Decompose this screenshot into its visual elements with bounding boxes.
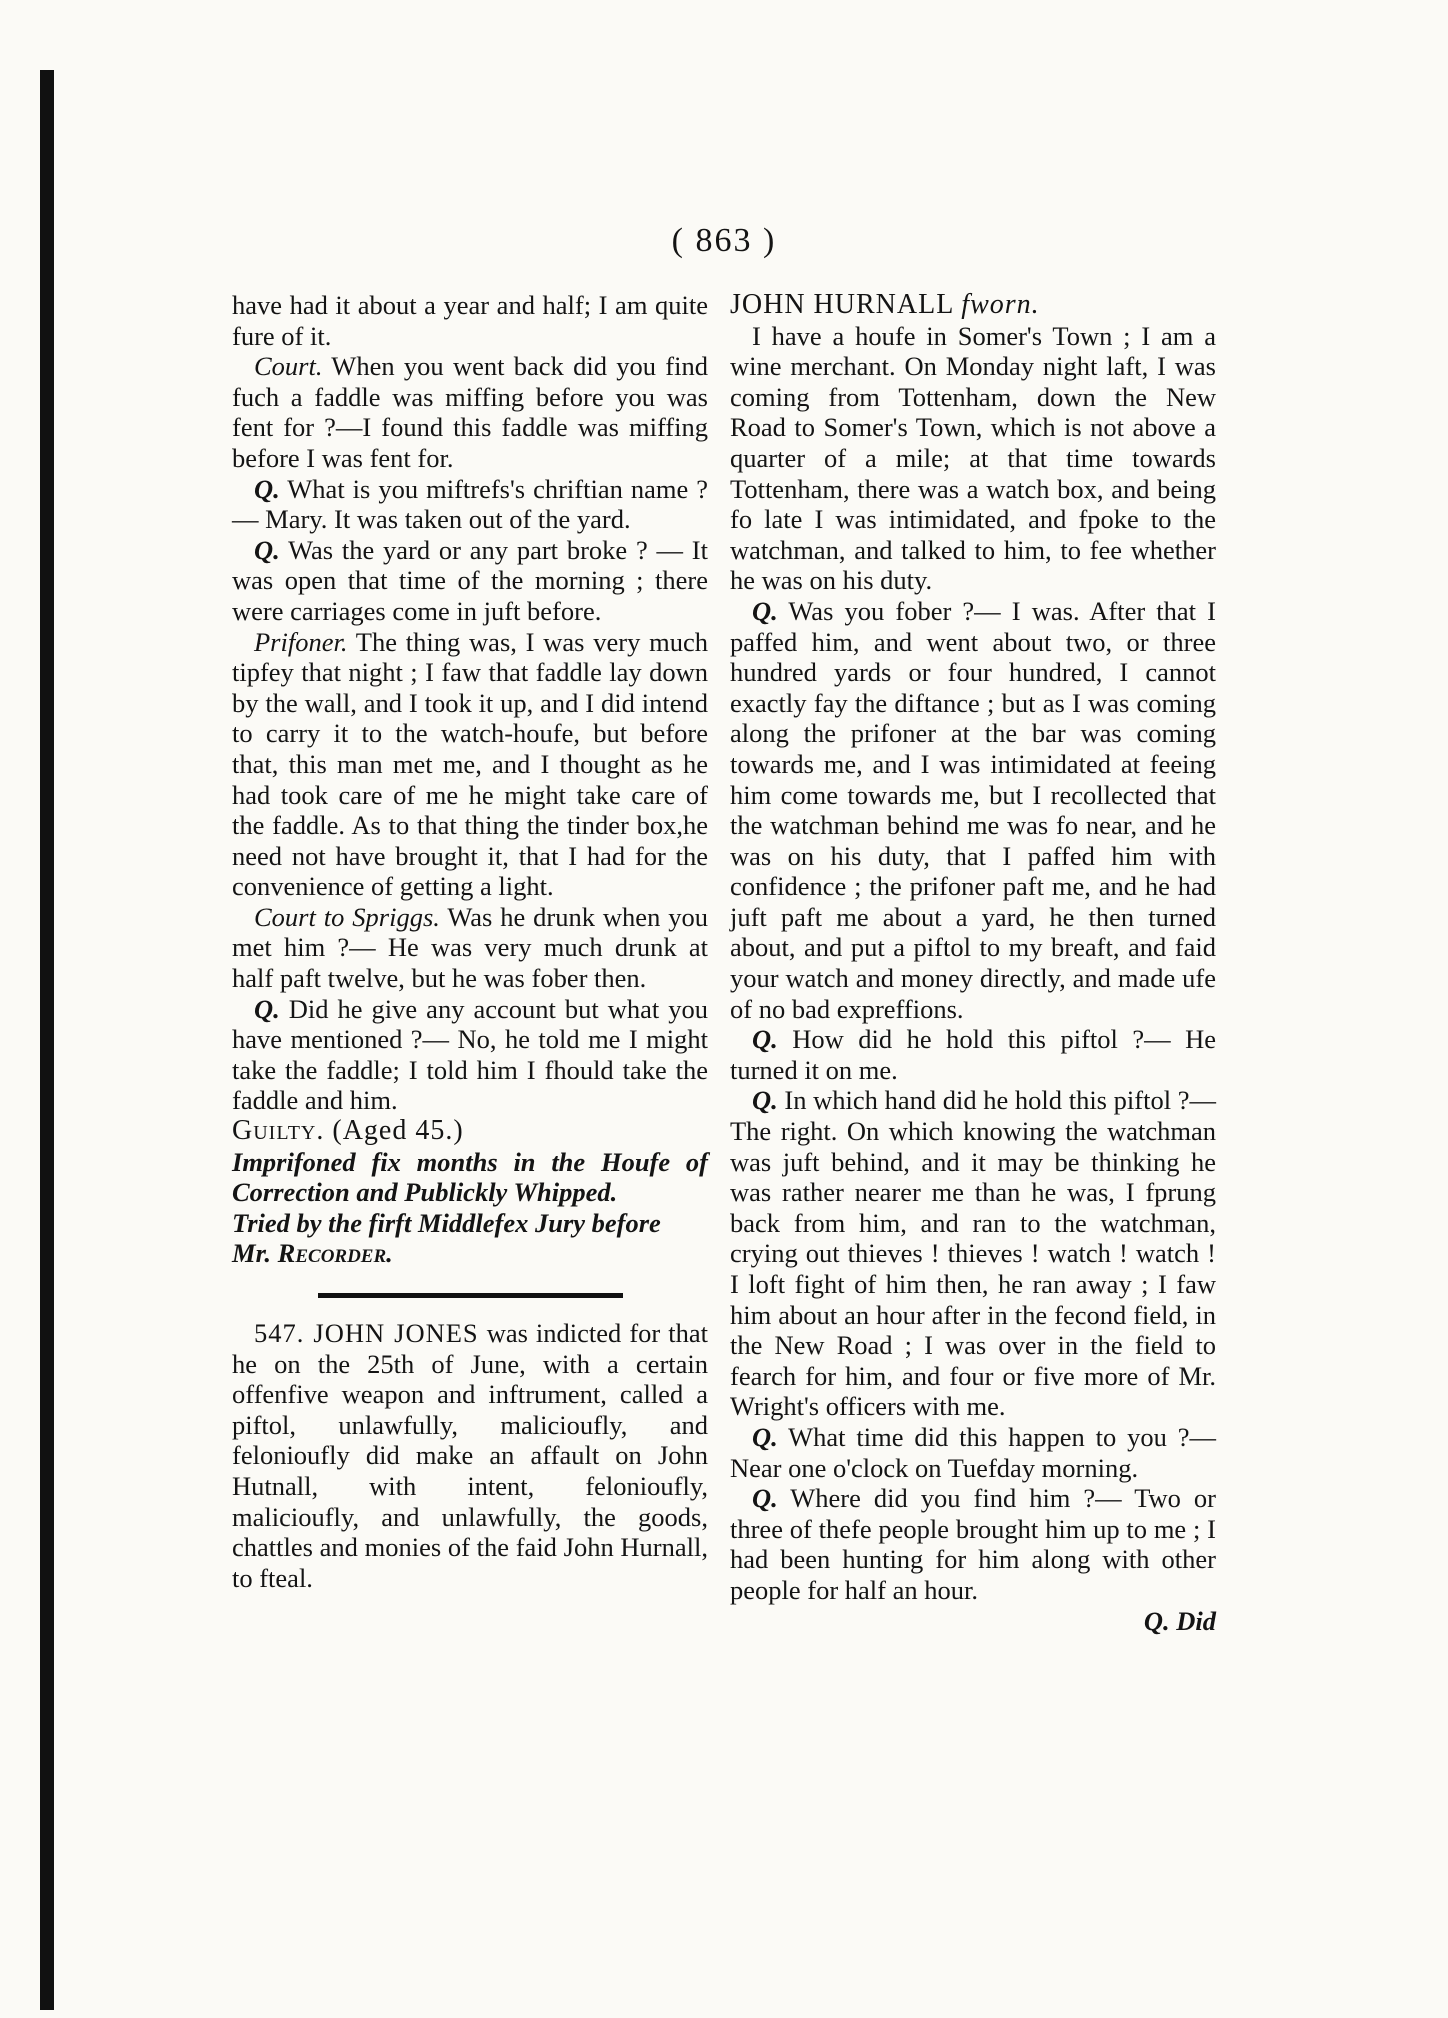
- left-column: [232, 290, 708, 1593]
- testimony-text: What time did this happen to you ?— Near one o'clock on Tuefday morning.: [730, 1421, 1216, 1483]
- testimony-paragraph: I have a houfe in Somer's Town ; I am a wine merchant. On Monday night laft, I was coming from Tottenham, down the New Road to Somer's Town, which is not above a quarter of a mile; at that time towards Tottenham, there was a watch box, and being fo late I was intimidated, and fpoke to the watchman, and talked to him, to fee whether he was on his duty.: [730, 320, 1216, 596]
- question-marker: Q.: [254, 534, 280, 565]
- question-marker: Q.: [254, 473, 280, 504]
- verdict-word: Guilty.: [232, 1115, 325, 1147]
- testimony-paragraph: [730, 1422, 1216, 1483]
- indictment-paragraph: [232, 1318, 708, 1593]
- testimony-text: Was the yard or any part broke ? — It was open that time of the morning ; there were carriages come in juft before.: [232, 534, 708, 626]
- question-marker: Q.: [752, 595, 778, 626]
- testimony-text: Where did you find him ?— Two or three of thefe people brought him up to me ; I had been hunting for him along with other people for half an hour.: [730, 1483, 1216, 1605]
- section-divider: [318, 1293, 623, 1298]
- page-number: ( 863 ): [671, 222, 777, 259]
- testimony-text: What is you miftrefs's chriftian name ?— Mary. It was taken out of the yard.: [232, 473, 708, 535]
- testimony-paragraph: [730, 596, 1216, 1024]
- case-number: 547.: [254, 1318, 305, 1348]
- question-marker: Q.: [752, 1085, 778, 1116]
- testimony-paragraph: [232, 535, 708, 627]
- witness-name: JOHN HURNALL: [730, 289, 962, 320]
- testimony-paragraph: [232, 994, 708, 1116]
- testimony-text: In which hand did he hold this piftol ?— The right. On which knowing the watchman was juft behind, and it may be thinking he was rather nearer me than he was, I fprung back from him, and ran to the watchman, crying out thieves ! thieves ! watch ! watch ! I loft fight of him then, he ran away ; I faw him about an hour after in the fecond field, in the New Road ; I was over in the field to fearch for him, and four or five more of Mr. Wright's officers with me.: [730, 1085, 1216, 1422]
- testimony-text: When you went back did you find fuch a faddle was miffing before you was fent for ?—I found this faddle was miffing before I was fent for.: [232, 351, 708, 473]
- catchword: Q. Did: [1143, 1605, 1216, 1636]
- witness-header: [730, 290, 1216, 321]
- speaker-label: Prifoner.: [254, 626, 348, 657]
- verdict-age: (Aged 45.): [332, 1115, 464, 1147]
- testimony-text: How did he hold this piftol ?— He turned it on me.: [730, 1024, 1216, 1085]
- question-marker: Q.: [752, 1483, 778, 1514]
- book-binding-edge: [40, 70, 54, 2010]
- question-marker: Q.: [752, 1024, 778, 1055]
- question-marker: Q.: [254, 993, 280, 1024]
- testimony-text: Was you fober ?— I was. After that I paffed him, and went about two, or three hundred yards or four hundred, I cannot exactly fay the diftance ; but as I was coming along the prifoner at the bar was coming towards me, and I was intimidated at feeing him come towards me, but I recollected that the watchman behind me was fo near, and he was on his duty, that I paffed him with confidence ; the prifoner paft me, and he had juft paft me about a yard, he then turned about, and put a piftol to my breaft, and faid your watch and money directly, and made ufe of no bad expreffions.: [730, 595, 1216, 1024]
- testimony-text: The thing was, I was very much tipfey that night ; I faw that faddle lay down by the wall, and I took it up, and I did intend to carry it to the watch-houfe, but before that, this man met me, and I thought as he had took care of me he might take care of the faddle. As to that thing the tinder box,he need not have brought it, that I had for the convenience of getting a light.: [232, 626, 708, 902]
- testimony-paragraph: [232, 474, 708, 535]
- sworn-label: fworn.: [961, 289, 1040, 320]
- testimony-paragraph: [232, 627, 708, 902]
- testimony-text: Was he drunk when you met him ?— He was very much drunk at half paft twelve, but he was fober then.: [232, 901, 708, 994]
- indictment-text: was indicted for that he on the 25th of June, with a certain offenfive weapon and inftrument, called a piftol, unlawfully, malicioufly, and felonioufly did make an affault on John Hutnall, with intent, felonioufly, malicioufly, and unlawfully, the goods, chattles and monies of the faid John Hurnall, to fteal.: [232, 1318, 708, 1593]
- speaker-label: Court.: [254, 351, 323, 382]
- testimony-paragraph: [232, 351, 708, 473]
- trial-line: [232, 1238, 708, 1269]
- question-marker: Q.: [752, 1421, 778, 1452]
- verdict: [232, 1116, 708, 1147]
- right-column: [730, 290, 1216, 1636]
- defendant-name: JOHN JONES: [304, 1318, 479, 1348]
- speaker-label: Court to Spriggs.: [254, 901, 440, 932]
- sentence: Imprifoned fix months in the Houfe of Correction and Publickly Whipped.: [232, 1146, 708, 1208]
- trial-line: Tried by the firft Middlefex Jury before: [232, 1207, 661, 1238]
- trial-title: Mr.: [232, 1238, 278, 1269]
- testimony-paragraph: [730, 1085, 1216, 1422]
- trial-judge: Recorder.: [277, 1238, 393, 1269]
- testimony-paragraph: [730, 1483, 1216, 1605]
- testimony-text: Did he give any account but what you have mentioned ?— No, he told me I might take the faddle; I told him I fhould take the faddle and him.: [232, 993, 708, 1116]
- testimony-paragraph: have had it about a year and half; I am quite fure of it.: [232, 290, 708, 351]
- testimony-paragraph: [730, 1024, 1216, 1085]
- testimony-paragraph: [232, 902, 708, 994]
